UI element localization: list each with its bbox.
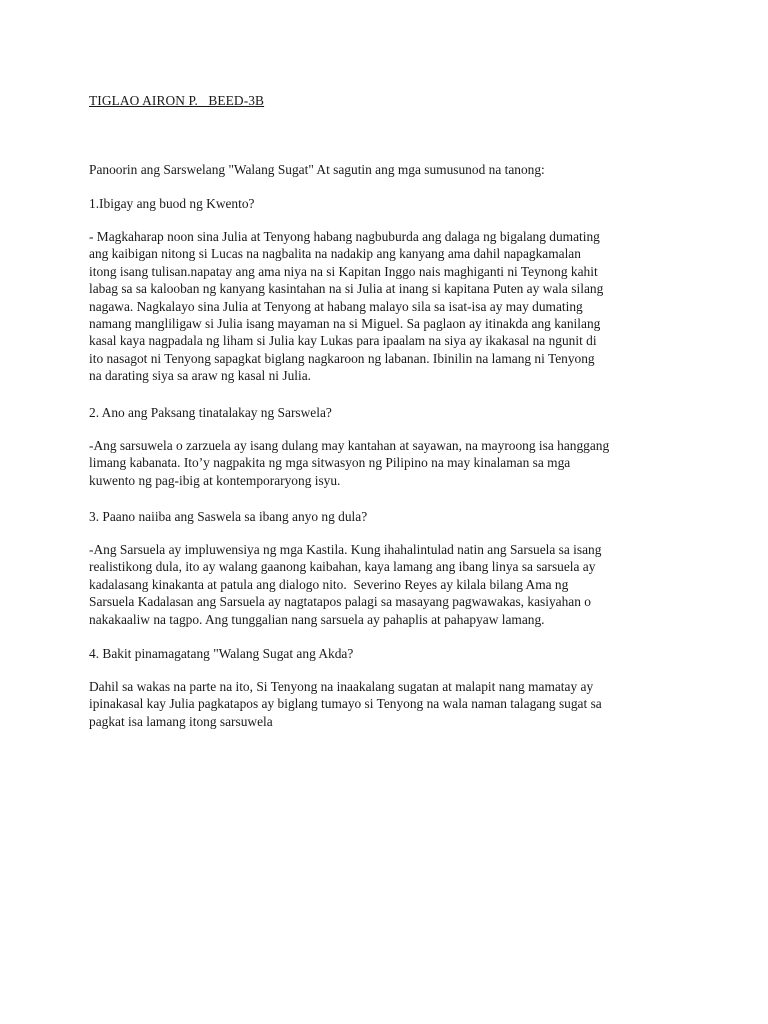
answer-line: -Ang Sarsuela ay impluwensiya ng mga Kastila. Kung ihahalintulad natin ang Sarsuela sa isang <box>89 542 602 557</box>
answer-line: namang mangliligaw si Julia isang mayaman na si Miguel. Sa paglaon ay itinakda ang kanilang <box>89 316 601 332</box>
answer-line: -Ang sarsuwela o zarzuela ay isang dulang may kantahan at sayawan, na mayroong isa hanggang <box>89 438 610 453</box>
answer-line: Sarsuela Kadalasan ang Sarsuela ay nagtatapos palagi sa masayang pagwawakas, kasiyahan o <box>89 594 591 610</box>
question-3: 3. Paano naiiba ang Saswela sa ibang anyo ng dula? <box>89 509 368 524</box>
question-4: 4. Bakit pinamagatang "Walang Sugat ang Akda? <box>89 646 354 661</box>
answer-line: Dahil sa wakas na parte na ito, Si Tenyong na inaakalang sugatan at malapit nang mamatay ay <box>89 679 594 694</box>
question-1: 1.Ibigay ang buod ng Kwento? <box>89 196 255 211</box>
student-name-heading: TIGLAO AIRON P. BEED-3B <box>89 93 265 108</box>
answer-line: - Magkaharap noon sina Julia at Tenyong habang nagbuburda ang dalaga ng bigalang dumating <box>89 229 600 244</box>
answer-1 <box>89 228 603 385</box>
answer-2 <box>89 437 609 489</box>
answer-line: labag sa sa kalooban ng kanyang kasintahan na si Julia at inang si kapitana Puten ay wala silang <box>89 281 604 297</box>
answer-line: ang kaibigan nitong si Lucas na nagbalita na nadakip ang kanyang ama dahil napagkamalan <box>89 246 581 262</box>
answer-line: itong isang tulisan.napatay ang ama niya na si Kapitan Inggo nais maghiganti ni Teynong kahit <box>89 263 598 279</box>
answer-line: kasal kaya nagpadala ng liham si Julia kay Lukas para ipaalam na siya ay ikakasal na ngunit di <box>89 333 597 349</box>
answer-3 <box>89 541 601 628</box>
document-page <box>89 0 701 1024</box>
answer-line: nakakaaliw na tagpo. Ang tunggalian nang sarsuela ay pahaplis at pahapyaw lamang. <box>89 611 545 627</box>
instructions-text: Panoorin ang Sarswelang "Walang Sugat" At sagutin ang mga sumusunod na tanong: <box>89 162 545 177</box>
answer-line: limang kabanata. Ito’y nagpakita ng mga sitwasyon ng Pilipino na may kinalaman sa mga <box>89 455 571 471</box>
answer-line: kuwento ng pag-ibig at kontemporaryong isyu. <box>89 472 341 488</box>
question-2: 2. Ano ang Paksang tinatalakay ng Sarswela? <box>89 405 332 420</box>
answer-line: pagkat isa lamang itong sarsuwela <box>89 713 273 729</box>
answer-4 <box>89 678 602 730</box>
answer-line: ito nasagot ni Tenyong sapagkat biglang nagkaroon ng labanan. Ibinilin na lamang ni Tenyong <box>89 350 595 366</box>
answer-line: na darating siya sa araw ng kasal ni Julia. <box>89 368 311 384</box>
answer-line: kadalasang kinakanta at patula ang dialogo nito. Severino Reyes ay kilala bilang Ama ng <box>89 576 569 592</box>
answer-line: ipinakasal kay Julia pagkatapos ay biglang tumayo si Tenyong na wala naman talagang sugat sa <box>89 696 602 712</box>
answer-line: nagawa. Nagkalayo sina Julia at Tenyong at habang malayo sila sa isat-isa ay may dumating <box>89 298 583 314</box>
answer-line: realistikong dula, ito ay walang gaanong kaibahan, kaya lamang ang ibang linya sa sarsuela ay <box>89 559 596 575</box>
